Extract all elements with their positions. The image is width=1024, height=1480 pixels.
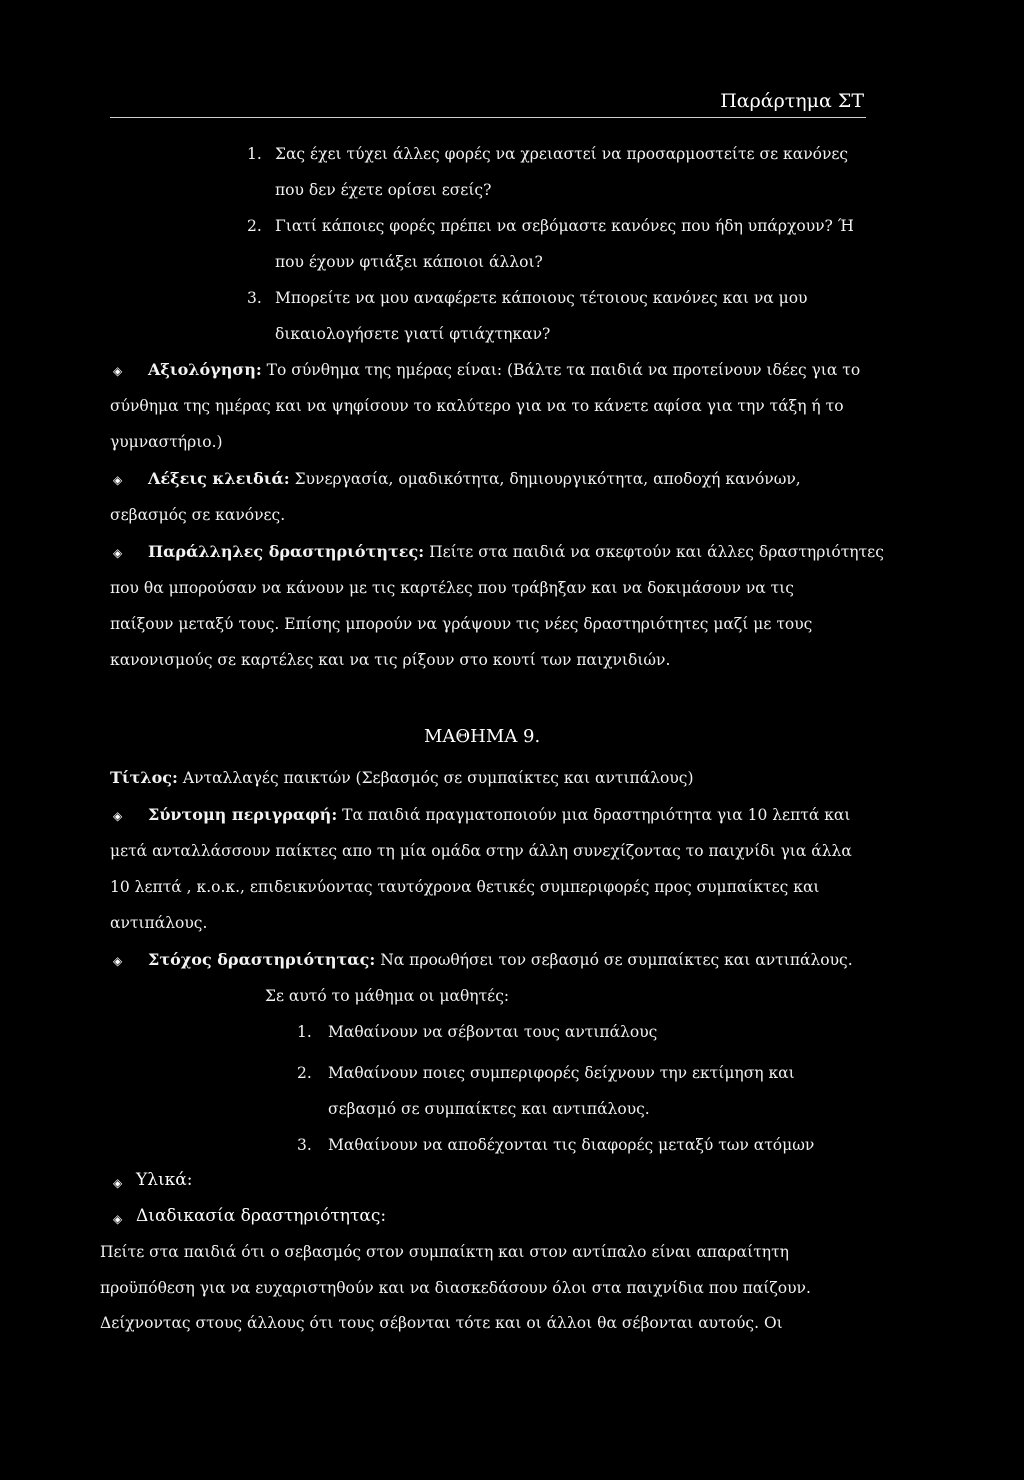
keywords-text: Συνεργασία, ομαδικότητα, δημιουργικότητα, αποδοχή κανόνων, [294,470,801,488]
title-line [110,768,694,788]
diamond-bullet-icon: ◈ [113,546,123,560]
goal-item-number: 1. [297,1023,312,1041]
diamond-bullet-icon: ◈ [113,1212,123,1226]
description-text: μετά ανταλλάσσουν παίκτες απο τη μία ομάδα στην άλλη συνεχίζοντας το παιχνίδι για άλλα [110,842,852,860]
evaluation-text: Το σύνθημα της ημέρας είναι: (Βάλτε τα παιδιά να προτείνουν ιδέες για το [266,361,861,379]
evaluation-line [148,360,860,380]
procedure-text: προϋπόθεση για να ευχαριστηθούν και να διασκεδάσουν όλοι στα παιχνίδια που παίζουν. [100,1279,811,1297]
lesson-heading: ΜΑΘΗΜΑ 9. [424,726,541,747]
question-number: 3. [247,289,262,307]
procedure-text: Δείχνοντας στους άλλους ότι τους σέβονται τότε και οι άλλοι θα σέβονται αυτούς. Οι [100,1314,783,1332]
goal-item-number: 2. [297,1064,312,1082]
description-text: 10 λεπτά , κ.ο.κ., επιδεικνύοντας ταυτόχρονα θετικές συμπεριφορές προς συμπαίκτες και [110,878,820,896]
materials-label: Υλικά: [136,1170,193,1190]
parallel-text: κανονισμούς σε καρτέλες και να τις ρίξουν στο κουτί των παιχνιδιών. [110,651,671,669]
title-label: Τίτλος: [110,768,178,787]
description-label: Σύντομη περιγραφή: [148,805,338,824]
question-text: Γιατί κάποιες φορές πρέπει να σεβόμαστε κανόνες που ήδη υπάρχουν? Ή [275,217,854,235]
goal-line [148,950,853,970]
keywords-text: σεβασμός σε κανόνες. [110,506,286,524]
goal-item-text: Μαθαίνουν να σέβονται τους αντιπάλους [328,1023,658,1041]
goal-item-number: 3. [297,1136,312,1154]
evaluation-label: Αξιολόγηση: [148,360,262,379]
parallel-text: που θα μπορούσαν να κάνουν με τις καρτέλες που τράβηξαν και να δοκιμάσουν να τις [110,579,794,597]
goal-intro: Σε αυτό το μάθημα οι μαθητές: [265,987,510,1005]
description-line [148,805,850,825]
keywords-line [148,469,801,489]
keywords-label: Λέξεις κλειδιά: [148,469,290,488]
description-text: Τα παιδιά πραγματοποιούν μια δραστηριότητα για 10 λεπτά και [342,806,851,824]
procedure-label: Διαδικασία δραστηριότητας: [136,1206,387,1226]
goal-item-text: σεβασμό σε συμπαίκτες και αντιπάλους. [328,1100,650,1118]
header-rule [110,117,866,118]
diamond-bullet-icon: ◈ [113,954,123,968]
goal-text: Να προωθήσει τον σεβασμό σε συμπαίκτες και αντιπάλους. [380,951,853,969]
title-text: Ανταλλαγές παικτών (Σεβασμός σε συμπαίκτες και αντιπάλους) [182,769,694,787]
goal-label: Στόχος δραστηριότητας: [148,950,376,969]
question-number: 1. [247,145,262,163]
question-number: 2. [247,217,262,235]
diamond-bullet-icon: ◈ [113,364,123,378]
diamond-bullet-icon: ◈ [113,1176,123,1190]
parallel-label: Παράλληλες δραστηριότητες: [148,542,425,561]
goal-item-text: Μαθαίνουν να αποδέχονται τις διαφορές μεταξύ των ατόμων [328,1136,815,1154]
question-text: δικαιολογήσετε γιατί φτιάχτηκαν? [275,325,551,343]
diamond-bullet-icon: ◈ [113,809,123,823]
question-text: που δεν έχετε ορίσει εσείς? [275,181,492,199]
description-text: αντιπάλους. [110,914,208,932]
goal-item-text: Μαθαίνουν ποιες συμπεριφορές δείχνουν την εκτίμηση και [328,1064,795,1082]
question-text: Μπορείτε να μου αναφέρετε κάποιους τέτοιους κανόνες και να μου [275,289,808,307]
procedure-text: Πείτε στα παιδιά ότι ο σεβασμός στον συμπαίκτη και στον αντίπαλο είναι απαραίτητη [100,1243,789,1261]
question-text: που έχουν φτιάξει κάποιοι άλλοι? [275,253,543,271]
parallel-text: παίξουν μεταξύ τους. Επίσης μπορούν να γράψουν τις νέες δραστηριότητες μαζί με τους [110,615,813,633]
page-header-title: Παράρτημα ΣΤ [720,90,864,112]
evaluation-text: γυμναστήριο.) [110,433,223,451]
question-text: Σας έχει τύχει άλλες φορές να χρειαστεί να προσαρμοστείτε σε κανόνες [275,145,849,163]
parallel-line [148,542,884,562]
diamond-bullet-icon: ◈ [113,473,123,487]
parallel-text: Πείτε στα παιδιά να σκεφτούν και άλλες δραστηριότητες [429,543,884,561]
evaluation-text: σύνθημα της ημέρας και να ψηφίσουν το καλύτερο για να το κάνετε αφίσα για την τάξη ή το [110,397,844,415]
